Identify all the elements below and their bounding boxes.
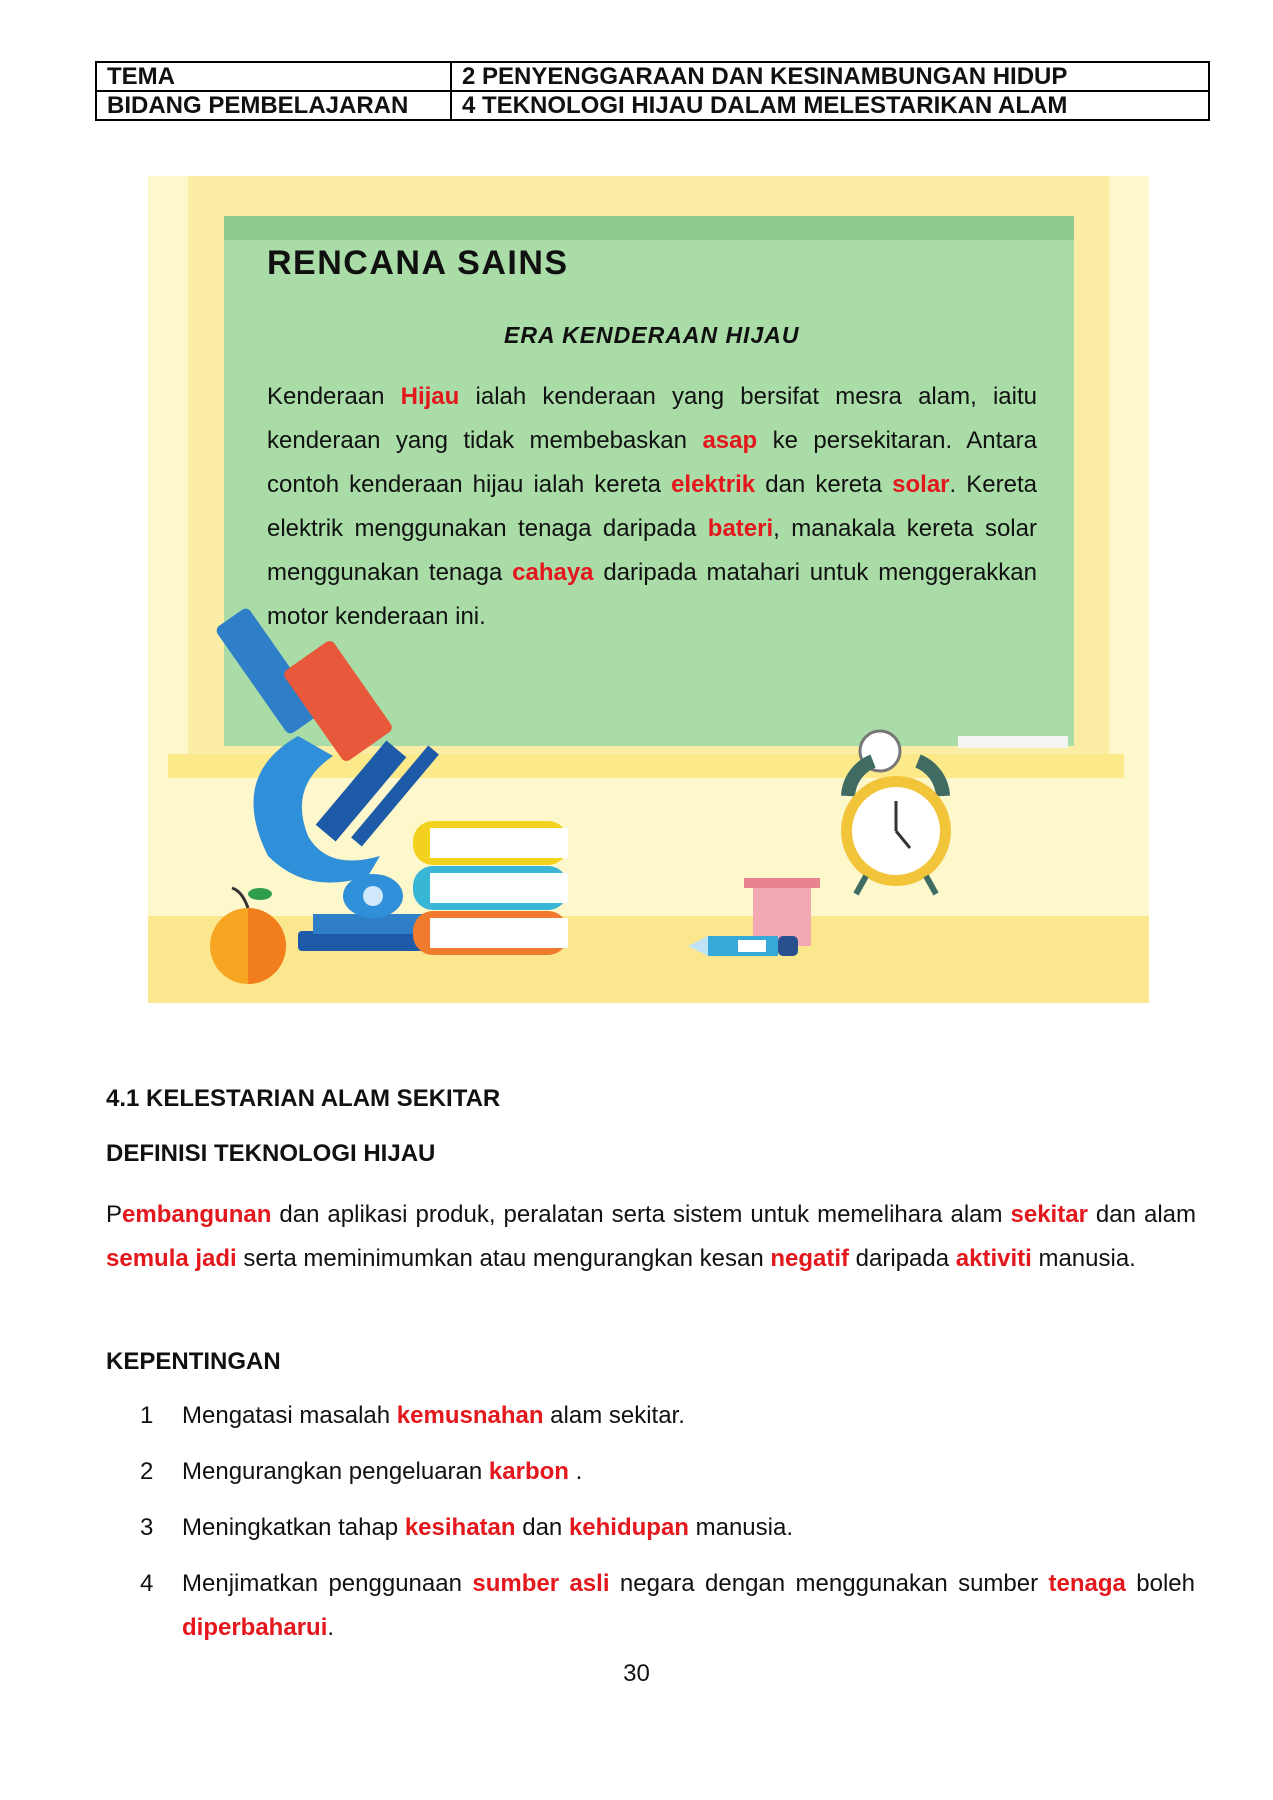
header-row-bidang bbox=[96, 91, 1209, 120]
list-text: Mengurangkan pengeluaran karbon . bbox=[182, 1458, 583, 1485]
section-heading: 4.1 KELESTARIAN ALAM SEKITAR bbox=[106, 1085, 501, 1112]
list-item bbox=[140, 1562, 1195, 1650]
header-row-tema bbox=[96, 62, 1209, 91]
highlighted-keyword: kesihatan bbox=[404, 1514, 516, 1541]
header-label: BIDANG PEMBELAJARAN bbox=[96, 91, 451, 120]
highlighted-keyword: diperbaharui bbox=[182, 1614, 328, 1641]
highlighted-keyword: Hijau bbox=[400, 383, 460, 410]
header-table bbox=[95, 61, 1210, 121]
list-text: Menjimatkan penggunaan sumber asli negara dengan menggunakan sumber tenaga boleh diperbaharui. bbox=[182, 1570, 1196, 1641]
board-paragraph: Kenderaan Hijau ialah kenderaan yang bersifat mesra alam, iaitu kenderaan yang tidak membebaskan asap ke persekitaran. Antara contoh kenderaan hijau ialah kereta elektrik dan kereta solar. Kereta elektrik menggunakan tenaga daripada bateri, manakala kereta solar menggunakan tenaga cahaya daripada matahari untuk menggerakkan motor kenderaan ini. bbox=[267, 383, 1038, 630]
list-number: 3 bbox=[140, 1514, 154, 1541]
highlighted-keyword: cahaya bbox=[512, 559, 594, 586]
definition-heading: DEFINISI TEKNOLOGI HIJAU bbox=[106, 1140, 436, 1167]
list-item bbox=[140, 1450, 1195, 1494]
highlighted-keyword: tenaga bbox=[1048, 1570, 1126, 1597]
pen-icon bbox=[688, 936, 798, 956]
page-number: 30 bbox=[623, 1660, 650, 1687]
board-title: RENCANA SAINS bbox=[267, 244, 569, 282]
highlighted-keyword: embangunan bbox=[122, 1201, 272, 1228]
list-item bbox=[140, 1394, 1195, 1438]
list-number: 4 bbox=[140, 1570, 154, 1597]
highlighted-keyword: sumber asli bbox=[472, 1570, 610, 1597]
highlighted-keyword: karbon bbox=[488, 1458, 569, 1485]
board-subtitle: ERA KENDERAAN HIJAU bbox=[504, 322, 800, 348]
list-number: 1 bbox=[140, 1402, 154, 1429]
highlighted-keyword: sekitar bbox=[1010, 1201, 1088, 1228]
books-icon bbox=[413, 821, 568, 955]
list-number: 2 bbox=[140, 1458, 154, 1485]
importance-heading: KEPENTINGAN bbox=[106, 1348, 281, 1375]
list-text: Meningkatkan tahap kesihatan dan kehidupan manusia. bbox=[182, 1514, 794, 1541]
highlighted-keyword: elektrik bbox=[671, 471, 756, 498]
beaker-icon bbox=[744, 878, 820, 946]
highlighted-keyword: asap bbox=[702, 427, 758, 454]
highlighted-keyword: solar bbox=[892, 471, 950, 498]
header-value: 4 TEKNOLOGI HIJAU DALAM MELESTARIKAN ALAM bbox=[451, 91, 1209, 120]
highlighted-keyword: semula jadi bbox=[106, 1245, 237, 1272]
list-text: Mengatasi masalah kemusnahan alam sekitar. bbox=[182, 1402, 685, 1429]
highlighted-keyword: bateri bbox=[707, 515, 774, 542]
highlighted-keyword: kemusnahan bbox=[396, 1402, 544, 1429]
list-item bbox=[140, 1506, 1195, 1550]
definition-paragraph: Pembangunan dan aplikasi produk, peralatan serta sistem untuk memelihara alam sekitar dan alam semula jadi serta meminimumkan atau mengurangkan kesan negatif daripada aktiviti manusia. bbox=[106, 1201, 1196, 1272]
header-label: TEMA bbox=[96, 62, 451, 91]
header-value: 2 PENYENGGARAAN DAN KESINAMBUNGAN HIDUP bbox=[451, 62, 1209, 91]
table bbox=[148, 916, 1149, 1003]
highlighted-keyword: kehidupan bbox=[568, 1514, 689, 1541]
highlighted-keyword: negatif bbox=[770, 1245, 850, 1272]
highlighted-keyword: aktiviti bbox=[955, 1245, 1032, 1272]
